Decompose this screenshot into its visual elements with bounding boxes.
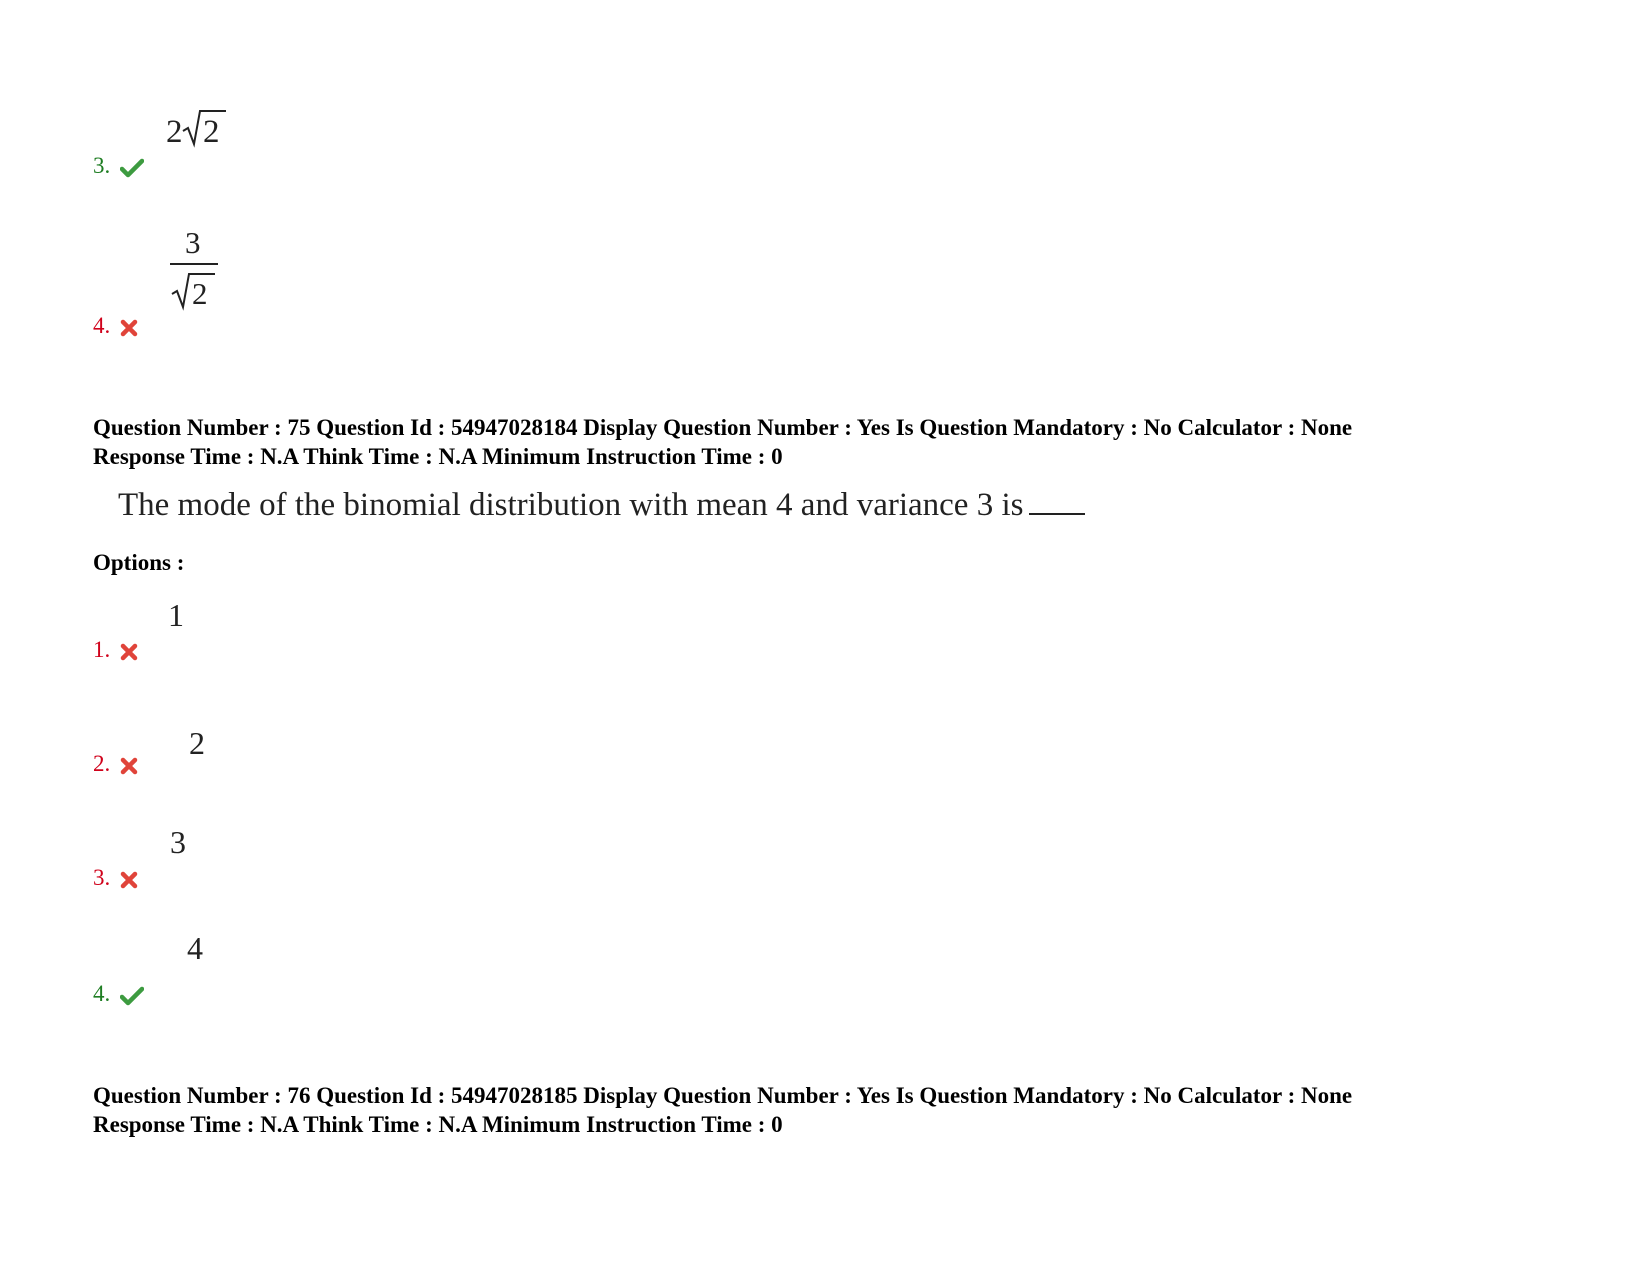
question-75-metadata: [93, 413, 1352, 471]
cross-icon: [120, 319, 138, 337]
option-number: 3.: [93, 865, 111, 890]
numerator: 3: [185, 225, 201, 260]
cross-icon: [120, 643, 138, 661]
option-4-value: 4: [187, 930, 203, 966]
question-75-text: [118, 485, 1085, 524]
metadata-line-2: Response Time : N.A Think Time : N.A Minimum Instruction Time : 0: [93, 444, 783, 469]
radicand: 2: [192, 276, 208, 311]
cross-icon: [120, 871, 138, 889]
option-4-number-row: [93, 981, 144, 1007]
option-number: 4.: [93, 313, 111, 338]
prev-option-3-number-row: [93, 153, 144, 179]
option-2-number-row: [93, 751, 138, 777]
option-number: 2.: [93, 751, 111, 776]
prev-option-4-math: [166, 222, 222, 319]
option-3-number-row: [93, 865, 138, 891]
check-icon: [120, 986, 144, 1006]
question-76-metadata: [93, 1081, 1352, 1139]
option-number: 3.: [93, 153, 111, 178]
answer-blank: [1029, 485, 1085, 515]
prev-option-3-math: [166, 104, 230, 155]
option-2-value: 2: [189, 725, 205, 761]
option-1-value: 1: [168, 597, 184, 633]
metadata-line-1: Question Number : 76 Question Id : 54947028185 Display Question Number : Yes Is Question Mandatory : No Calculator : None: [93, 1083, 1353, 1108]
radicand: 2: [203, 114, 220, 150]
option-1-number-row: [93, 637, 138, 663]
check-icon: [120, 158, 144, 178]
two-root-two-formula: [166, 104, 230, 150]
coefficient: 2: [166, 114, 183, 150]
cross-icon: [120, 757, 138, 775]
options-label: Options :: [93, 550, 185, 575]
option-number: 1.: [93, 637, 111, 662]
metadata-line-1: Question Number : 75 Question Id : 54947028184 Display Question Number : Yes Is Question Mandatory : No Calculator : None: [93, 415, 1353, 440]
metadata-line-2: Response Time : N.A Think Time : N.A Minimum Instruction Time : 0: [93, 1112, 783, 1137]
three-over-root-two-formula: [166, 222, 222, 314]
option-3-value: 3: [170, 824, 186, 860]
prev-option-4-number-row: [93, 313, 138, 339]
option-number: 4.: [93, 981, 111, 1006]
question-text: The mode of the binomial distribution with mean 4 and variance 3 is: [118, 487, 1024, 523]
